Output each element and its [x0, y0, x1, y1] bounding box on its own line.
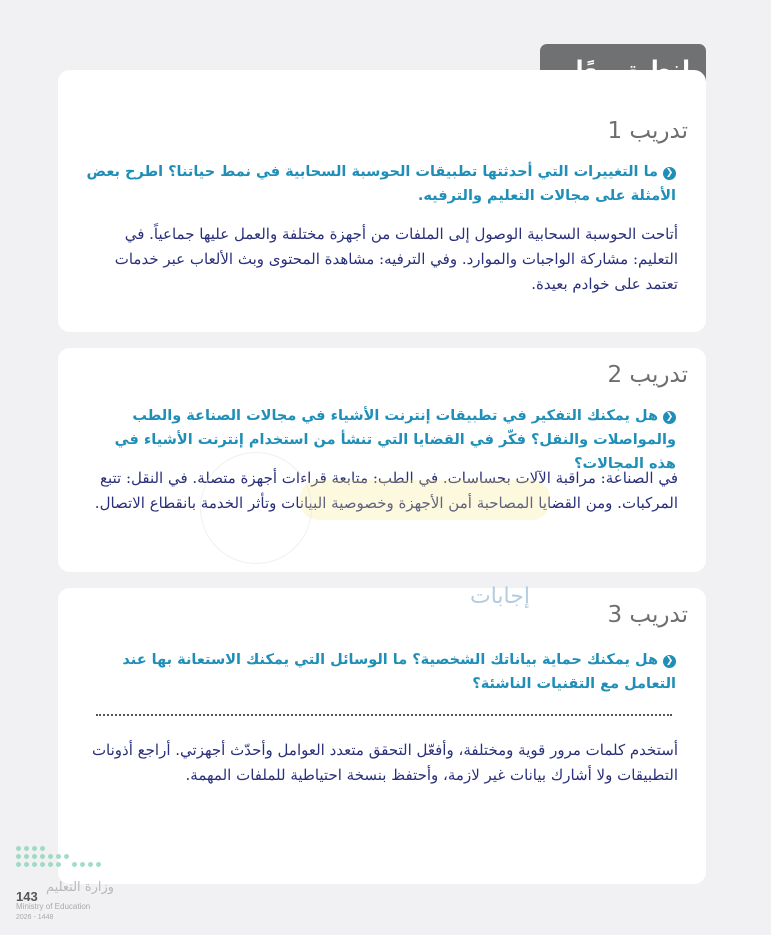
question-text: ما التغييرات التي أحدثتها تطبيقات الحوسبة السحابية في نمط حياتنا؟ اطرح بعض الأمثلة على مجالات التعليم والترفيه. — [86, 164, 676, 204]
watermark-circle — [200, 452, 312, 564]
exercise-card-3 — [58, 588, 706, 884]
exercise-title: تدريب 1 — [607, 118, 688, 144]
exercise-answer: أستخدم كلمات مرور قوية ومختلفة، وأفعّل التحقق متعدد العوامل وأحدّث أجهزتي. أراجع أذونات التطبيقات ولا أشارك بيانات غير لازمة، وأحتفظ بنسخة احتياطية للملفات المهمة. — [91, 741, 678, 784]
ministry-logo-icon — [16, 842, 108, 874]
exercise-card-1 — [58, 70, 706, 332]
watermark-text: إجابات — [470, 584, 530, 609]
question-text: هل يمكنك حماية بياناتك الشخصية؟ ما الوسائل التي يمكنك الاستعانة بها عند التعامل مع التقنيات الناشئة؟ — [122, 652, 676, 692]
ministry-name-en: Ministry of Education — [16, 902, 91, 911]
chevron-left-icon: ❮ — [663, 411, 676, 424]
exercise-answer: أتاحت الحوسبة السحابية الوصول إلى الملفات من أجهزة مختلفة والعمل عليها جماعياً. في التعليم: مشاركة الواجبات والموارد. وفي الترفيه: مشاهدة المحتوى وبث الألعاب عبر خدمات تعتمد على خوادم بعيدة. — [114, 225, 678, 293]
chevron-left-icon: ❮ — [663, 167, 676, 180]
ministry-name-ar: وزارة التعليم — [46, 880, 115, 895]
question-text: هل يمكنك التفكير في تطبيقات إنترنت الأشياء في مجالات الصناعة والطب والمواصلات والنقل؟ فكّر في القضايا التي تنشأ من استخدام إنترنت الأشياء في هذه المجالات؟ — [114, 408, 676, 472]
page-number: 143 — [16, 889, 38, 904]
watermark-band — [300, 480, 550, 520]
exercise-title: تدريب 2 — [607, 362, 688, 388]
exercise-title: تدريب 3 — [607, 602, 688, 628]
academic-year: 2026 - 1448 — [16, 914, 54, 921]
exercise-card-2 — [58, 348, 706, 572]
answer-line — [96, 714, 672, 716]
exercise-question — [86, 648, 676, 696]
exercise-question — [86, 160, 676, 208]
exercise-answer: في الصناعة: مراقبة الآلات بحساسات. في الطب: متابعة قراءات أجهزة متصلة. في النقل: تتبع المركبات. ومن القضايا المصاحبة أمن الأجهزة وخصوصية البيانات وتأثر الخدمة بانقطاع الاتصال. — [94, 469, 678, 512]
chevron-left-icon: ❮ — [663, 655, 676, 668]
